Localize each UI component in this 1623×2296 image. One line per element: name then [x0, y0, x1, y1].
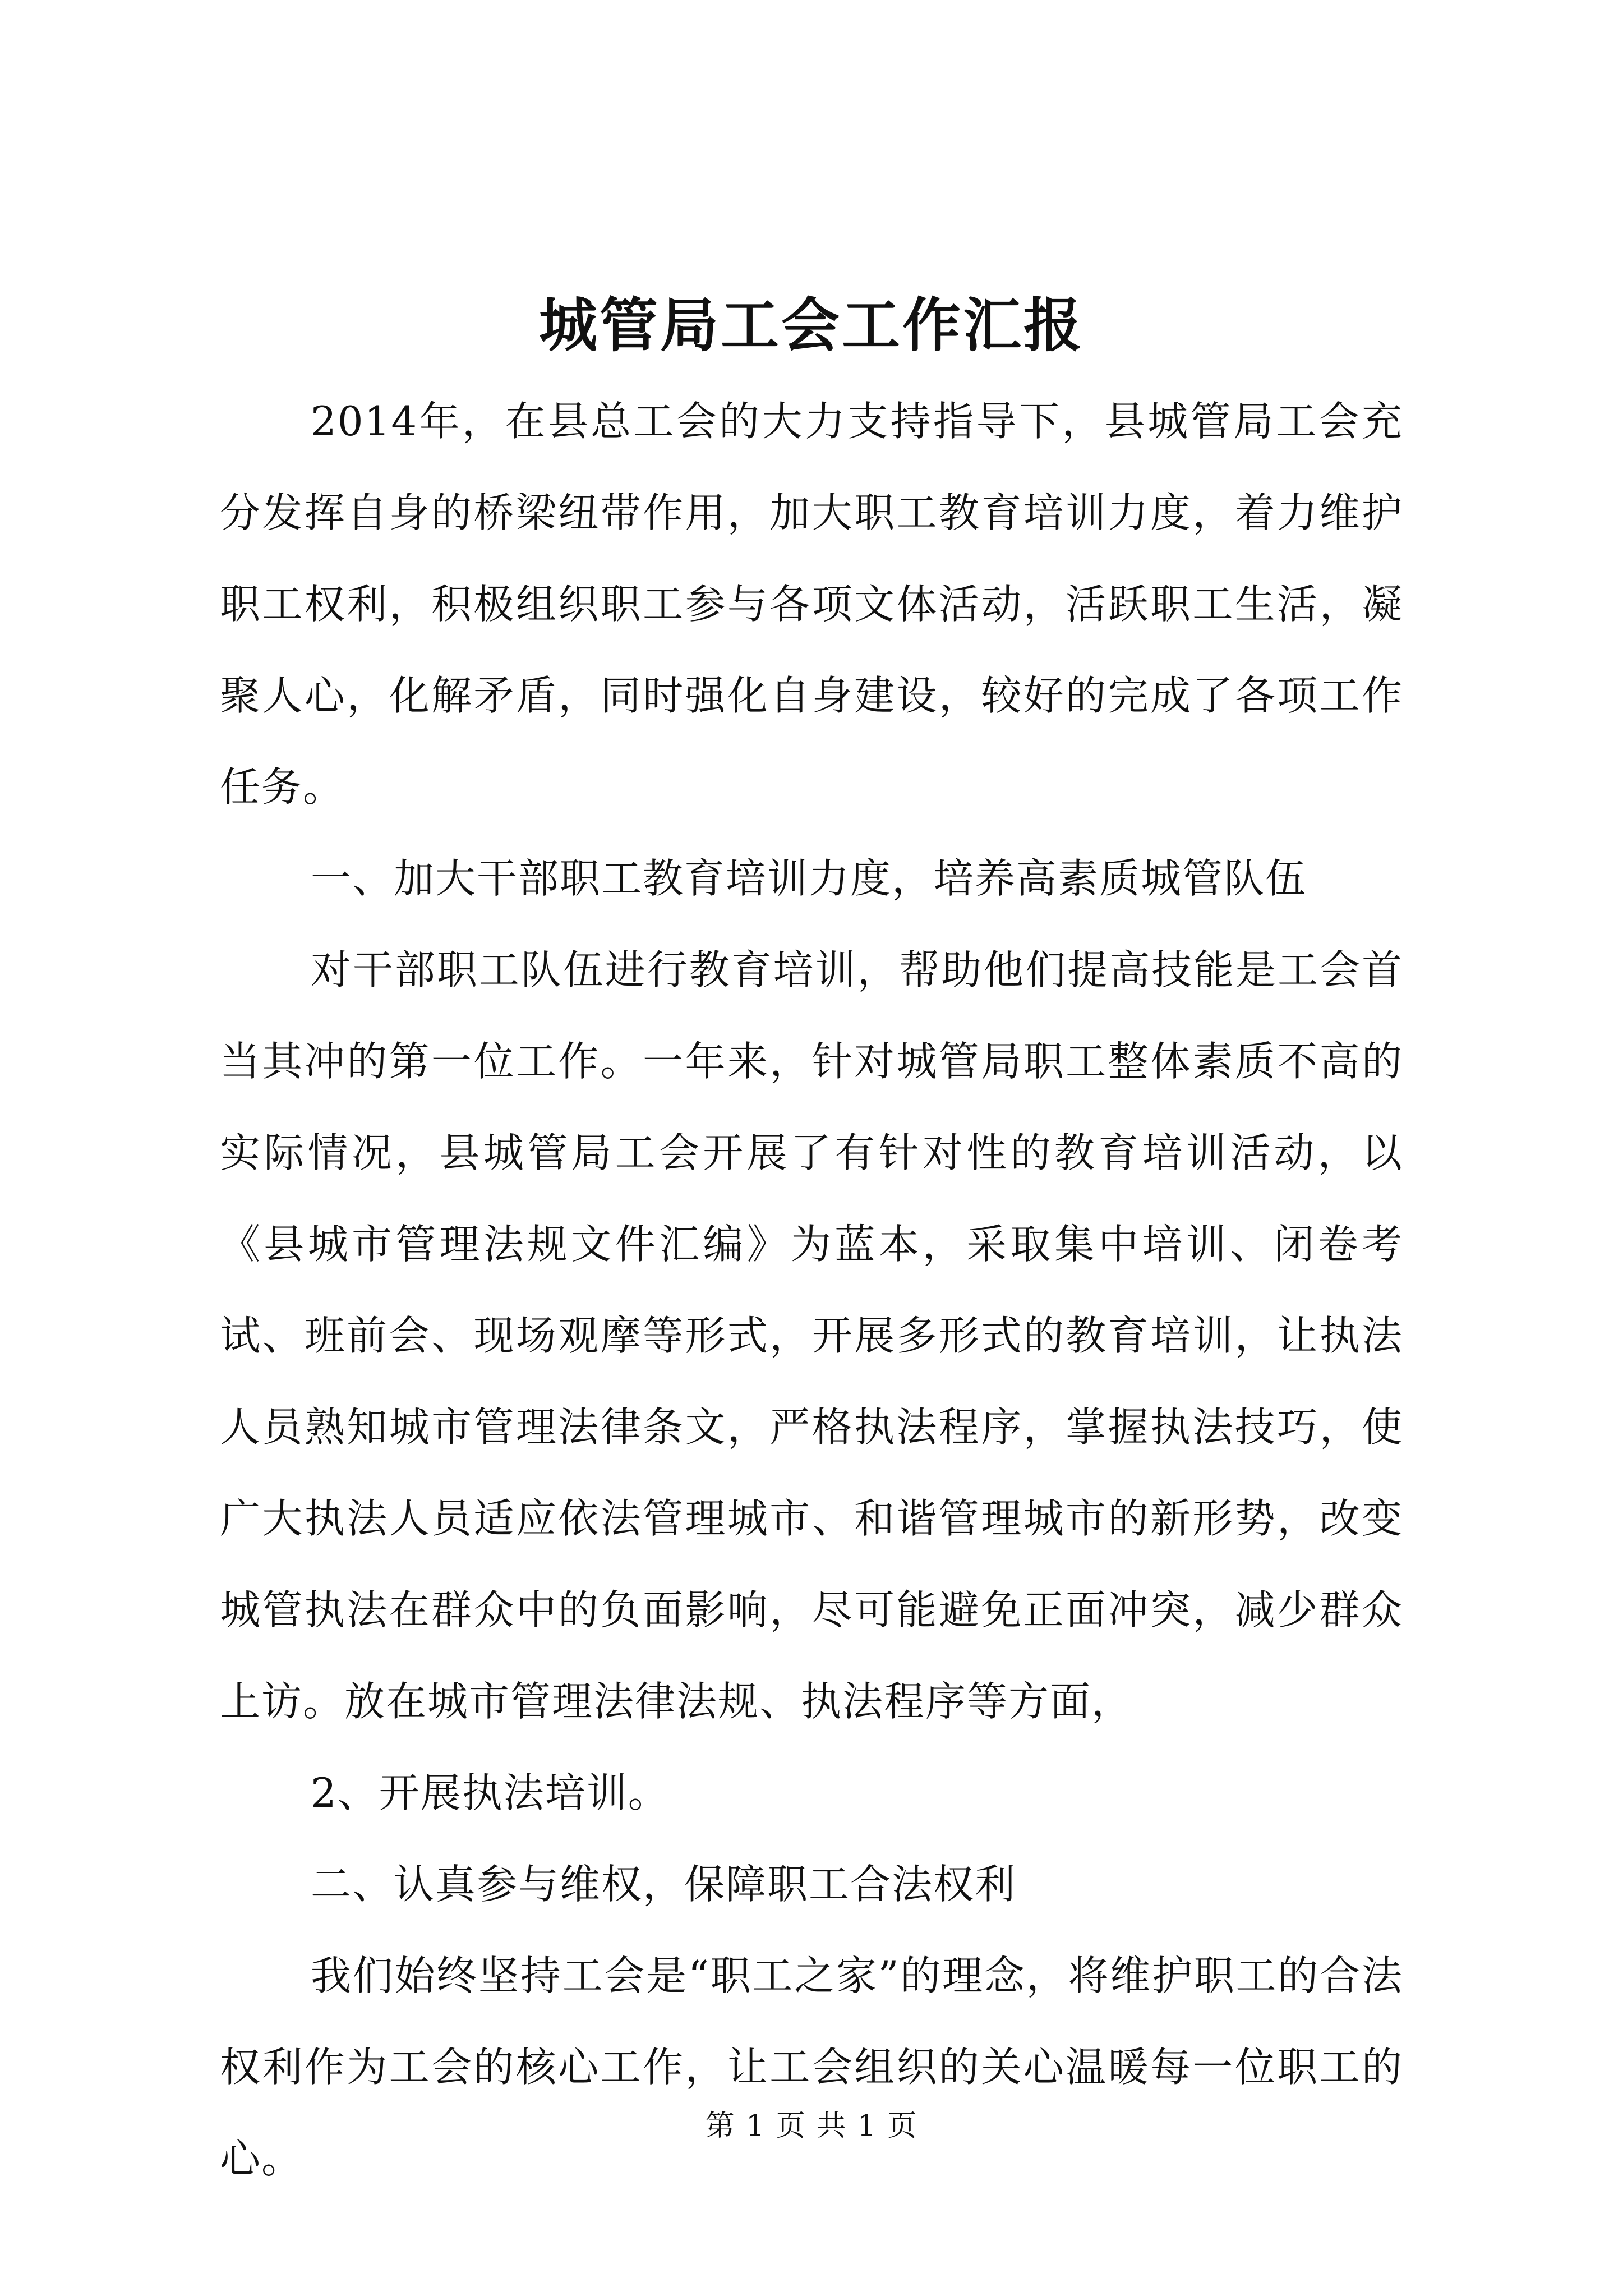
section-heading-1: 一、加大干部职工教育培训力度，培养高素质城管队伍: [311, 855, 1307, 902]
document-body: [220, 376, 1403, 2205]
section-1-paragraph: 对干部职工队伍进行教育培训，帮助他们提高技能是工会首当其冲的第一位工作。一年来，针对城管局职工整体素质不高的实际情况，县城管局工会开展了有针对性的教育培训活动，以《县城市管理法规文件汇编》为蓝本，采取集中培训、闭卷考试、班前会、现场观摩等形式，开展多形式的教育培训，让执法人员熟知城市管理法律条文，严格执法程序，掌握执法技巧，使广大执法人员适应依法管理城市、和谐管理城市的新形势，改变城管执法在群众中的负面影响，尽可能避免正面冲突，减少群众上访。放在城市管理法律法规、执法程序等方面，: [220, 946, 1403, 1725]
section-2-paragraph: 我们始终坚持工会是“职工之家”的理念，将维护职工的合法权利作为工会的核心工作，让工会组织的关心温暖每一位职工的心。: [220, 1952, 1403, 2182]
section-heading-2: 二、认真参与维权，保障职工合法权利: [311, 1861, 1017, 1908]
document-title: 城管局工会工作汇报: [538, 291, 1084, 360]
intro-paragraph: 2014年，在县总工会的大力支持指导下，县城管局工会充分发挥自身的桥梁纽带作用，加大职工教育培训力度，着力维护职工权利，积极组织职工参与各项文体活动，活跃职工生活，凝聚人心，化解矛盾，同时强化自身建设，较好的完成了各项工作任务。: [220, 398, 1403, 811]
subsection-item-2: 2、开展执法培训。: [311, 1769, 670, 1816]
page-footer: 第 1 页 共 1 页: [705, 2109, 918, 2143]
